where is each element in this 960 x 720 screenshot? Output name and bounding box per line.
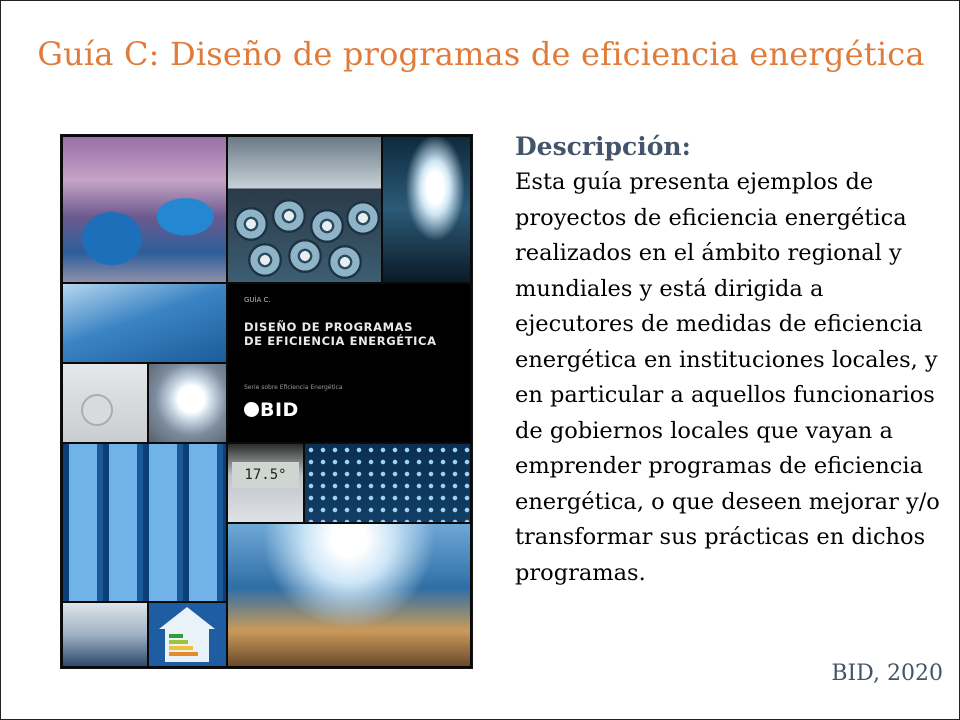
- cover-title: [244, 320, 437, 348]
- refrigerator-photo: [63, 444, 226, 601]
- led-panel-photo: [305, 444, 470, 522]
- source-citation: BID, 2020: [831, 661, 943, 686]
- guide-cover-image: [60, 134, 473, 669]
- description-block: [515, 129, 945, 591]
- cover-guide-label: GUÍA C.: [244, 296, 271, 304]
- shower-head-photo: [63, 284, 226, 362]
- cover-title-line-2: DE EFICIENCIA ENERGÉTICA: [244, 334, 437, 348]
- globe-icon: [244, 402, 259, 417]
- description-heading: Descripción:: [515, 132, 691, 161]
- cover-series: Serie sobre Eficiencia Energética: [244, 384, 343, 391]
- light-bulb-photo: [383, 137, 470, 282]
- cfl-bulb-photo: [149, 364, 226, 442]
- cooling-fans-photo: [228, 137, 381, 282]
- thermostat-photo: [228, 444, 303, 522]
- description-body: Esta guía presenta ejemplos de proyectos de eficiencia energética realizados en el ámbito regional y mundiales y está dirigida a ejecutores de medidas de eficiencia energética en instituciones locales, y en particular a aquellos funcionarios de gobiernos locales que vayan a emprender programas de eficiencia energética, o que deseen mejorar y/o transformar sus prácticas en dichos programas.: [515, 169, 940, 586]
- pipes-photo: [63, 603, 147, 666]
- power-socket-photo: [63, 364, 147, 442]
- shopping-mall-photo: [228, 524, 470, 666]
- slide-title: Guía C: Diseño de programas de eficiencia energética: [37, 35, 925, 73]
- bid-logo: [244, 399, 299, 421]
- cover-title-panel: [228, 284, 470, 442]
- bid-logo-text: BID: [260, 399, 299, 421]
- energy-rating-house-icon: [149, 603, 226, 666]
- cover-title-line-1: DISEÑO DE PROGRAMAS: [244, 320, 414, 334]
- boiler-room-photo: [63, 137, 226, 282]
- thermostat-reading: 17.5°: [232, 462, 299, 488]
